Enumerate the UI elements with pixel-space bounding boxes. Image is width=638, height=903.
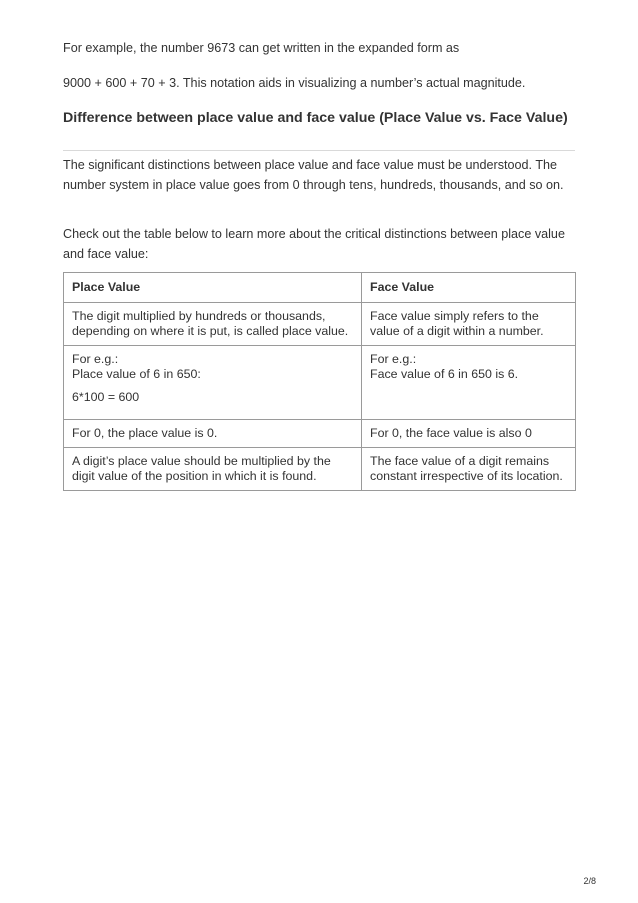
table-header-row [64, 273, 576, 303]
paragraph-table-intro: Check out the table below to learn more about the critical distinctions between place value and face value: [63, 227, 565, 261]
table-cell-place: For 0, the place value is 0. [64, 420, 362, 448]
section-heading: Difference between place value and face value (Place Value vs. Face Value) [63, 110, 568, 126]
cell-text: For e.g.: [370, 352, 417, 366]
table-cell-place: A digit’s place value should be multiplied by the digit value of the position in which it is found. [64, 448, 362, 491]
cell-text: Face value of 6 in 650 is 6. [370, 367, 519, 381]
table-cell-face: For 0, the face value is also 0 [362, 420, 576, 448]
paragraph-expanded-form-example: 9000 + 600 + 70 + 3. This notation aids in visualizing a number’s actual magnitude. [63, 76, 526, 90]
paragraph-distinctions: The significant distinctions between place value and face value must be understood. The number system in place value goes from 0 through tens, hundreds, thousands, and so on. [63, 158, 564, 192]
table-header-face-value: Face Value [362, 273, 576, 303]
table-header-place-value: Place Value [64, 273, 362, 303]
table-row [64, 346, 576, 420]
table-row [64, 303, 576, 346]
table-row [64, 420, 576, 448]
table-cell-place [64, 346, 362, 420]
table-cell-place: The digit multiplied by hundreds or thousands, depending on where it is put, is called place value. [64, 303, 362, 346]
table-cell-face: Face value simply refers to the value of a digit within a number. [362, 303, 576, 346]
comparison-table [63, 272, 576, 491]
table-cell-face: The face value of a digit remains constant irrespective of its location. [362, 448, 576, 491]
cell-text: Place value of 6 in 650: [72, 367, 201, 381]
page-number: 2/8 [583, 876, 596, 886]
paragraph-expanded-form-intro: For example, the number 9673 can get written in the expanded form as [63, 41, 460, 55]
heading-divider [63, 150, 575, 151]
table-row [64, 448, 576, 491]
cell-text: 6*100 = 600 [72, 390, 140, 404]
table-cell-face [362, 346, 576, 420]
cell-text: For e.g.: [72, 352, 119, 366]
